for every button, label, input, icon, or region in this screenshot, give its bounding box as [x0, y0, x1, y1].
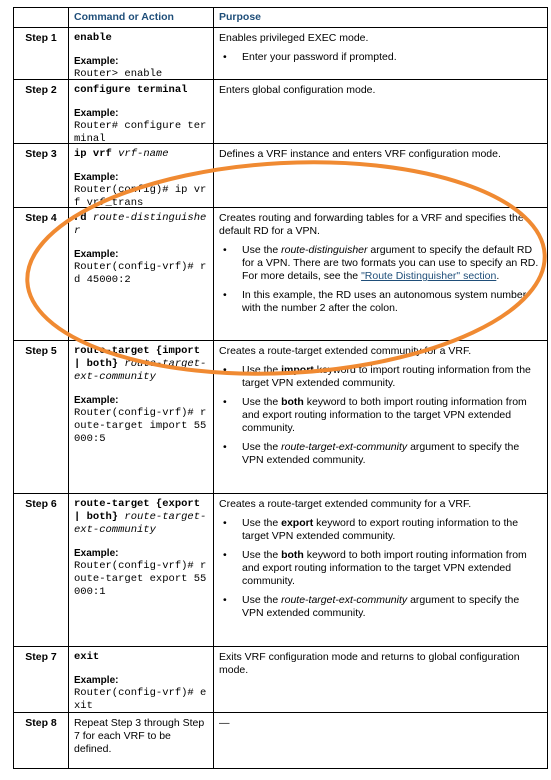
- command-cell: [69, 208, 214, 341]
- purpose-text: Defines a VRF instance and enters VRF configuration mode.: [219, 148, 501, 160]
- step-label: Step 1: [14, 28, 69, 80]
- command-text: exit: [74, 651, 100, 663]
- bullet-text: argument to specify the VPN extended community.: [242, 441, 520, 466]
- bullet-text: Use the: [242, 594, 282, 606]
- purpose-text: Enters global configuration mode.: [219, 84, 376, 96]
- bullet-argument: route-distinguisher: [281, 244, 368, 256]
- step-label: Step 4: [14, 208, 69, 341]
- purpose-cell: [214, 208, 548, 341]
- header-command: Command or Action: [69, 8, 214, 28]
- bullet-text: .: [496, 270, 500, 282]
- bullet-keyword: import: [281, 364, 314, 376]
- bullet-argument: route-target-ext-community: [281, 441, 408, 453]
- command-text: configure terminal: [74, 84, 188, 96]
- command-text: [74, 148, 208, 161]
- bullet-text: Use the: [242, 517, 282, 529]
- purpose-cell: [214, 713, 548, 769]
- command-cell: [69, 80, 214, 144]
- command-argument: route-distinguisher: [74, 212, 207, 237]
- command-cell: [69, 341, 214, 494]
- example-label: Example:: [74, 395, 119, 406]
- purpose-bullet: [219, 441, 542, 467]
- example-label: Example:: [74, 675, 119, 686]
- bullet-keyword: both: [281, 549, 304, 561]
- command-keyword: route-target {export | both}: [74, 498, 207, 523]
- command-argument: route-target-ext-community: [74, 511, 207, 536]
- purpose-bullet: • Enter your password if prompted.: [219, 51, 542, 64]
- bullet-keyword: export: [281, 517, 314, 529]
- example-text: Router# configure terminal: [74, 120, 207, 145]
- bullet-text: Use the: [242, 441, 282, 453]
- step-label: Step 7: [14, 647, 69, 713]
- purpose-bullet: [219, 244, 542, 283]
- bullet-text: keyword to export routing information to the target VPN extended community.: [242, 517, 519, 542]
- header-purpose: Purpose: [214, 8, 548, 28]
- purpose-text: Creates a route-target extended community for a VRF.: [219, 498, 472, 510]
- purpose-cell: [214, 144, 548, 208]
- step-label: Step 2: [14, 80, 69, 144]
- example-label: Example:: [74, 172, 119, 183]
- purpose-text: Enables privileged EXEC mode.: [219, 32, 369, 44]
- purpose-bullet: [219, 517, 542, 543]
- bullet-text: Use the: [242, 364, 282, 376]
- step-label: Step 6: [14, 494, 69, 647]
- command-cell: [69, 28, 214, 80]
- step-label: Step 8: [14, 713, 69, 769]
- bullet-text: argument to specify the VPN extended community.: [242, 594, 520, 619]
- bullet-text: keyword to import routing information from the target VPN extended community.: [242, 364, 531, 389]
- bullet-keyword: both: [281, 396, 304, 408]
- step-label: Step 5: [14, 341, 69, 494]
- example-text: Router(config-vrf)# rd 45000:2: [74, 261, 207, 286]
- command-keyword: route-target {import | both}: [74, 345, 207, 370]
- command-table: [13, 7, 548, 769]
- command-cell: Repeat Step 3 through Step 7 for each VRF to be defined.: [69, 713, 214, 769]
- step-label: Step 3: [14, 144, 69, 208]
- bullet-text: Use the: [242, 396, 282, 408]
- command-cell: [69, 647, 214, 713]
- purpose-text: Creates routing and forwarding tables for a VRF and specifies the default RD for a VPN.: [219, 212, 524, 237]
- command-keyword: ip vrf: [74, 148, 119, 160]
- purpose-bullet: [219, 594, 542, 620]
- purpose-text: Exits VRF configuration mode and returns to global configuration mode.: [219, 651, 520, 676]
- command-argument: route-target-ext-community: [74, 358, 207, 383]
- route-distinguisher-link[interactable]: "Route Distinguisher" section: [361, 270, 497, 282]
- example-label: Example:: [74, 108, 119, 119]
- command-text: enable: [74, 32, 112, 44]
- example-text: Router(config-vrf)# exit: [74, 687, 207, 712]
- purpose-text: Creates a route-target extended community for a VRF.: [219, 345, 472, 357]
- purpose-text: —: [219, 717, 230, 729]
- command-argument: vrf-name: [118, 148, 169, 160]
- example-label: Example:: [74, 249, 119, 260]
- bullet-text: Use the: [242, 244, 282, 256]
- purpose-bullet: [219, 364, 542, 390]
- bullet-text: keyword to both import routing information from and export routing information to the target VPN extended community.: [242, 396, 527, 434]
- purpose-cell: [214, 341, 548, 494]
- purpose-cell: [214, 647, 548, 713]
- purpose-cell: [214, 80, 548, 144]
- purpose-bullet: • In this example, the RD uses an autonomous system number with the number 2 after the colon.: [219, 289, 542, 315]
- purpose-bullet: [219, 396, 542, 435]
- command-text: [74, 345, 208, 384]
- header-step: [14, 8, 69, 28]
- purpose-cell: [214, 28, 548, 80]
- example-text: Router(config)# ip vrf vrf_trans: [74, 184, 207, 209]
- bullet-text: argument to specify the default RD for a VPN. There are two formats you can use to specify an RD. For more details, see the: [242, 244, 539, 282]
- bullet-text: keyword to both import routing information from and export routing information to the target VPN extended community.: [242, 549, 527, 587]
- example-text: Router(config-vrf)# route-target import 55000:5: [74, 407, 207, 445]
- example-text: Router(config-vrf)# route-target export 55000:1: [74, 560, 207, 598]
- example-text: Router> enable: [74, 68, 163, 80]
- command-keyword: rd: [74, 212, 93, 224]
- example-label: Example:: [74, 548, 119, 559]
- purpose-bullet: [219, 549, 542, 588]
- command-cell: [69, 494, 214, 647]
- bullet-text: Use the: [242, 549, 282, 561]
- command-text: [74, 498, 208, 537]
- command-cell: [69, 144, 214, 208]
- command-text: [74, 212, 208, 238]
- example-label: Example:: [74, 56, 119, 67]
- purpose-cell: [214, 494, 548, 647]
- bullet-argument: route-target-ext-community: [281, 594, 408, 606]
